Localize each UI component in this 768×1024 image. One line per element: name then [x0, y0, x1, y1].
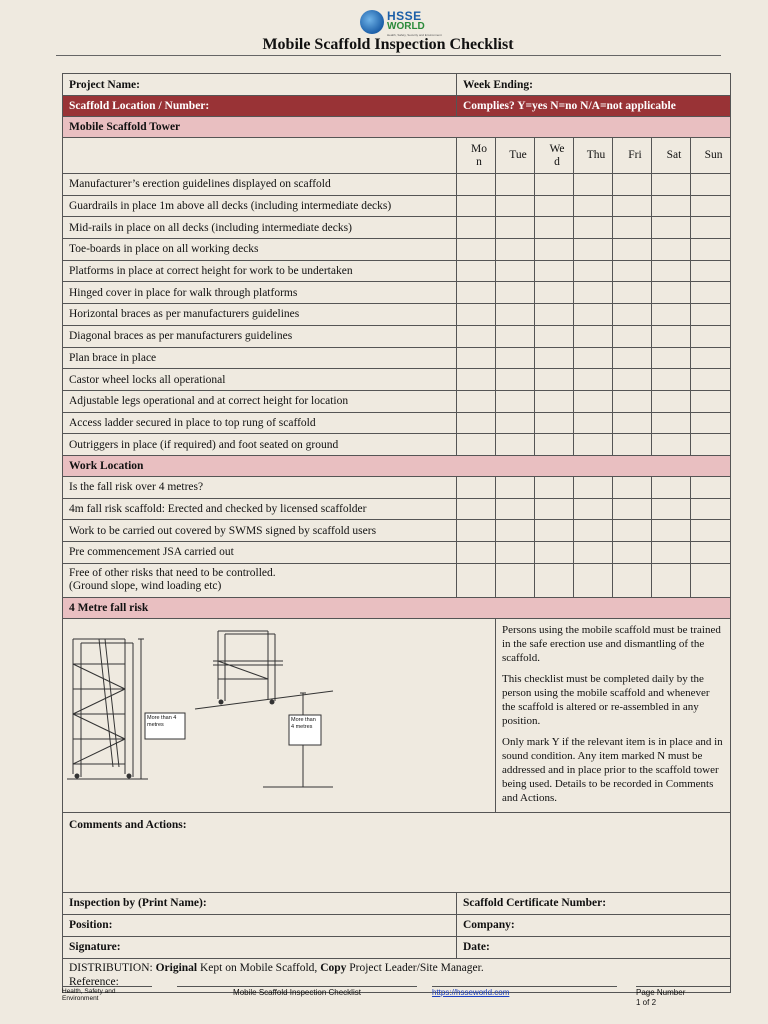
- check-cell[interactable]: [652, 498, 691, 520]
- checklist-row: [63, 542, 731, 564]
- check-cell[interactable]: [496, 476, 535, 498]
- scaffold-illustration: [63, 618, 496, 812]
- check-cell[interactable]: [535, 347, 574, 369]
- check-cell[interactable]: [457, 347, 496, 369]
- check-cell[interactable]: [457, 260, 496, 282]
- logo-line2: WORLD: [387, 21, 425, 32]
- checklist-row: [63, 282, 731, 304]
- check-cell[interactable]: [613, 239, 652, 261]
- check-cell[interactable]: [535, 217, 574, 239]
- day-header-blank: [63, 138, 457, 174]
- check-cell[interactable]: [613, 476, 652, 498]
- check-cell[interactable]: [457, 390, 496, 412]
- week-ending-field[interactable]: Week Ending:: [457, 74, 731, 96]
- check-cell[interactable]: [652, 434, 691, 456]
- check-cell[interactable]: [652, 260, 691, 282]
- company-field[interactable]: Company:: [457, 914, 731, 936]
- check-cell[interactable]: [496, 239, 535, 261]
- check-cell[interactable]: [652, 520, 691, 542]
- check-cell[interactable]: [496, 563, 535, 597]
- checklist-row: [63, 174, 731, 196]
- checklist-row: [63, 412, 731, 434]
- check-cell[interactable]: [652, 304, 691, 326]
- checklist-item-label: Mid-rails in place on all decks (including intermediate decks): [63, 217, 457, 239]
- day-header: Fri: [613, 138, 652, 174]
- checklist-item-label: Horizontal braces as per manufacturers guidelines: [63, 304, 457, 326]
- checklist-item-label: Access ladder secured in place to top rung of scaffold: [63, 412, 457, 434]
- checklist-row: [63, 369, 731, 391]
- footer-url-link[interactable]: https://hsseworld.com: [432, 988, 510, 997]
- check-cell[interactable]: [691, 520, 731, 542]
- position-field[interactable]: Position:: [63, 914, 457, 936]
- section-4-metre-fall-risk: 4 Metre fall risk: [63, 597, 731, 618]
- distribution-copy: Copy: [320, 962, 347, 975]
- checklist-row: [63, 304, 731, 326]
- check-cell[interactable]: [613, 174, 652, 196]
- check-cell[interactable]: [496, 282, 535, 304]
- logo-tagline: Health, Safety, Security and Environment: [387, 33, 442, 37]
- check-cell[interactable]: [613, 260, 652, 282]
- day-header: Sun: [691, 138, 731, 174]
- check-cell[interactable]: [691, 563, 731, 597]
- checklist-item-label: Is the fall risk over 4 metres?: [63, 476, 457, 498]
- checklist-table: [62, 73, 731, 993]
- check-cell[interactable]: [535, 476, 574, 498]
- other-risks-line2: (Ground slope, wind loading etc): [69, 580, 222, 593]
- check-cell[interactable]: [535, 174, 574, 196]
- checklist-row-other-risks: [63, 563, 731, 597]
- check-cell[interactable]: [652, 325, 691, 347]
- check-cell[interactable]: [691, 304, 731, 326]
- distribution-suffix: Project Leader/Site Manager.: [346, 962, 484, 975]
- check-cell[interactable]: [652, 174, 691, 196]
- check-cell[interactable]: [574, 347, 613, 369]
- check-cell[interactable]: [691, 498, 731, 520]
- checklist-item-label: Pre commencement JSA carried out: [63, 542, 457, 564]
- day-header-row: [63, 138, 731, 174]
- check-cell[interactable]: [457, 174, 496, 196]
- checklist-item-label: Manufacturer’s erection guidelines displayed on scaffold: [63, 174, 457, 196]
- check-cell[interactable]: [457, 239, 496, 261]
- check-cell[interactable]: [457, 412, 496, 434]
- check-cell[interactable]: [496, 542, 535, 564]
- check-cell[interactable]: [496, 174, 535, 196]
- distribution-prefix: DISTRIBUTION:: [69, 962, 156, 975]
- project-name-field[interactable]: Project Name:: [63, 74, 457, 96]
- check-cell[interactable]: [496, 304, 535, 326]
- instruction-1: Persons using the mobile scaffold must be trained in the safe erection use and dismantling of the scaffold.: [502, 623, 721, 664]
- check-cell[interactable]: [691, 239, 731, 261]
- check-cell[interactable]: [652, 239, 691, 261]
- check-cell[interactable]: [574, 520, 613, 542]
- checklist-item-label: Work to be carried out covered by SWMS signed by scaffold users: [63, 520, 457, 542]
- check-cell[interactable]: [691, 390, 731, 412]
- check-cell[interactable]: [613, 304, 652, 326]
- check-cell[interactable]: [613, 369, 652, 391]
- day-header: We d: [535, 138, 574, 174]
- complies-legend: Complies? Y=yes N=no N/A=not applicable: [457, 96, 731, 117]
- date-field[interactable]: Date:: [457, 936, 731, 958]
- check-cell[interactable]: [691, 369, 731, 391]
- check-cell[interactable]: [574, 476, 613, 498]
- checklist-item-label: Adjustable legs operational and at correct height for location: [63, 390, 457, 412]
- check-cell[interactable]: [574, 217, 613, 239]
- check-cell[interactable]: [652, 282, 691, 304]
- check-cell[interactable]: [535, 369, 574, 391]
- check-cell[interactable]: [535, 282, 574, 304]
- check-cell[interactable]: [496, 520, 535, 542]
- check-cell[interactable]: [535, 412, 574, 434]
- footer-url-wrap: [432, 986, 617, 997]
- checklist-row: [63, 239, 731, 261]
- check-cell[interactable]: [691, 174, 731, 196]
- check-cell[interactable]: [535, 260, 574, 282]
- section-mobile-scaffold-tower: Mobile Scaffold Tower: [63, 117, 731, 138]
- height-label-1: More than 4 metres: [147, 714, 177, 728]
- check-cell[interactable]: [613, 498, 652, 520]
- footer-page-value: 1 of 2: [636, 998, 657, 1007]
- other-risks-line1: Free of other risks that need to be controlled.: [69, 567, 276, 580]
- height-label-2: More than 4 metres: [291, 716, 316, 730]
- check-cell[interactable]: [496, 390, 535, 412]
- checklist-item-label: Plan brace in place: [63, 347, 457, 369]
- check-cell[interactable]: [457, 563, 496, 597]
- check-cell[interactable]: [613, 434, 652, 456]
- check-cell[interactable]: [535, 520, 574, 542]
- check-cell[interactable]: [652, 563, 691, 597]
- check-cell[interactable]: [574, 282, 613, 304]
- check-cell[interactable]: [457, 498, 496, 520]
- distribution-original: Original: [155, 962, 198, 975]
- check-cell[interactable]: [691, 542, 731, 564]
- footer-org: [62, 986, 152, 1002]
- check-cell[interactable]: [613, 563, 652, 597]
- checklist-row: [63, 434, 731, 456]
- check-cell[interactable]: [574, 304, 613, 326]
- checklist-item-label: Castor wheel locks all operational: [63, 369, 457, 391]
- check-cell[interactable]: [574, 174, 613, 196]
- scaffold-diagram-icon: [63, 619, 336, 791]
- check-cell[interactable]: [691, 195, 731, 217]
- check-cell[interactable]: [535, 325, 574, 347]
- check-cell[interactable]: [652, 542, 691, 564]
- check-cell[interactable]: [457, 434, 496, 456]
- checklist-item-label: Guardrails in place 1m above all decks (including intermediate decks): [63, 195, 457, 217]
- day-header: Thu: [574, 138, 613, 174]
- check-cell[interactable]: [574, 563, 613, 597]
- footer-org-line1: Health, Safety and: [62, 988, 116, 995]
- check-cell[interactable]: [535, 498, 574, 520]
- checklist-row: [63, 476, 731, 498]
- check-cell[interactable]: [457, 304, 496, 326]
- check-cell[interactable]: [535, 304, 574, 326]
- checklist-item-label: 4m fall risk scaffold: Erected and checked by licensed scaffolder: [63, 498, 457, 520]
- check-cell[interactable]: [574, 260, 613, 282]
- checklist-row: [63, 498, 731, 520]
- page-title: Mobile Scaffold Inspection Checklist: [262, 36, 514, 53]
- check-cell[interactable]: [652, 195, 691, 217]
- check-cell[interactable]: [535, 563, 574, 597]
- logo-line1: HSSE: [387, 9, 422, 23]
- check-cell[interactable]: [613, 195, 652, 217]
- day-header: Sat: [652, 138, 691, 174]
- check-cell[interactable]: [613, 412, 652, 434]
- check-cell[interactable]: [652, 217, 691, 239]
- check-cell[interactable]: [535, 239, 574, 261]
- check-cell[interactable]: [457, 520, 496, 542]
- check-cell[interactable]: [496, 347, 535, 369]
- section-work-location: Work Location: [63, 455, 731, 476]
- scaffold-location-label: Scaffold Location / Number:: [63, 96, 457, 117]
- comments-and-actions-field[interactable]: Comments and Actions:: [63, 812, 731, 892]
- check-cell[interactable]: [574, 390, 613, 412]
- check-cell[interactable]: [691, 282, 731, 304]
- check-cell[interactable]: [613, 542, 652, 564]
- check-cell[interactable]: [535, 390, 574, 412]
- check-cell[interactable]: [535, 434, 574, 456]
- footer-doc-title: Mobile Scaffold Inspection Checklist: [177, 986, 417, 997]
- check-cell[interactable]: [457, 369, 496, 391]
- check-cell[interactable]: [652, 347, 691, 369]
- checklist-item-label: Platforms in place at correct height for work to be undertaken: [63, 260, 457, 282]
- check-cell[interactable]: [457, 195, 496, 217]
- checklist-item-label: Toe-boards in place on all working decks: [63, 239, 457, 261]
- check-cell[interactable]: [613, 520, 652, 542]
- hsse-world-logo: [360, 8, 442, 38]
- check-cell[interactable]: [457, 282, 496, 304]
- check-cell[interactable]: [496, 412, 535, 434]
- check-cell[interactable]: [457, 217, 496, 239]
- check-cell[interactable]: [574, 434, 613, 456]
- checklist-row: [63, 217, 731, 239]
- check-cell[interactable]: [613, 325, 652, 347]
- check-cell[interactable]: [574, 195, 613, 217]
- day-header: Tue: [496, 138, 535, 174]
- instructions: [496, 618, 731, 812]
- check-cell[interactable]: [574, 412, 613, 434]
- check-cell[interactable]: [457, 542, 496, 564]
- checklist-row: [63, 325, 731, 347]
- checklist-item-label: Hinged cover in place for walk through platforms: [63, 282, 457, 304]
- checklist-row: [63, 390, 731, 412]
- check-cell[interactable]: [535, 195, 574, 217]
- instruction-2: This checklist must be completed daily by the person using the mobile scaffold and whenever the scaffold is altered or re-assembled in any position.: [502, 672, 710, 727]
- check-cell[interactable]: [496, 217, 535, 239]
- check-cell[interactable]: [652, 369, 691, 391]
- check-cell[interactable]: [613, 347, 652, 369]
- page-footer: [62, 982, 730, 1012]
- check-cell[interactable]: [496, 434, 535, 456]
- inspection-by-field[interactable]: Inspection by (Print Name):: [63, 892, 457, 914]
- checklist-item-label: Diagonal braces as per manufacturers guidelines: [63, 325, 457, 347]
- globe-icon: [360, 10, 384, 34]
- check-cell[interactable]: [535, 542, 574, 564]
- check-cell[interactable]: [691, 412, 731, 434]
- footer-org-line2: Environment: [62, 995, 99, 1002]
- checklist-row: [63, 195, 731, 217]
- signature-field[interactable]: Signature:: [63, 936, 457, 958]
- check-cell[interactable]: [496, 498, 535, 520]
- check-cell[interactable]: [652, 390, 691, 412]
- title-divider: [56, 55, 721, 56]
- check-cell[interactable]: [613, 390, 652, 412]
- checklist-row: [63, 520, 731, 542]
- check-cell[interactable]: [496, 260, 535, 282]
- check-cell[interactable]: [457, 325, 496, 347]
- check-cell[interactable]: [457, 476, 496, 498]
- checklist-item-label: Outriggers in place (if required) and foot seated on ground: [63, 434, 457, 456]
- check-cell[interactable]: [652, 412, 691, 434]
- distribution-mid: Kept on Mobile Scaffold,: [197, 962, 321, 975]
- check-cell[interactable]: [691, 260, 731, 282]
- checklist-row: [63, 260, 731, 282]
- other-risks-label: [63, 563, 457, 597]
- check-cell[interactable]: [574, 542, 613, 564]
- check-cell[interactable]: [691, 476, 731, 498]
- check-cell[interactable]: [574, 325, 613, 347]
- footer-page-number: [636, 986, 730, 1008]
- day-header: Mo n: [457, 138, 496, 174]
- certificate-number-field[interactable]: Scaffold Certificate Number:: [457, 892, 731, 914]
- check-cell[interactable]: [613, 282, 652, 304]
- check-cell[interactable]: [496, 195, 535, 217]
- check-cell[interactable]: [691, 217, 731, 239]
- check-cell[interactable]: [691, 325, 731, 347]
- check-cell[interactable]: [574, 239, 613, 261]
- check-cell[interactable]: [613, 217, 652, 239]
- check-cell[interactable]: [574, 369, 613, 391]
- check-cell[interactable]: [496, 369, 535, 391]
- instruction-3: Only mark Y if the relevant item is in place and in sound condition. Any item marked N must be addressed and in place prior to the scaffold tower being used. Details to be recorded in Comments and Actions.: [502, 735, 723, 804]
- check-cell[interactable]: [691, 347, 731, 369]
- check-cell[interactable]: [574, 498, 613, 520]
- check-cell[interactable]: [691, 434, 731, 456]
- reference-field[interactable]: Reference:: [69, 976, 119, 989]
- footer-page-label: Page Number: [636, 988, 686, 997]
- check-cell[interactable]: [496, 325, 535, 347]
- checklist-row: [63, 347, 731, 369]
- check-cell[interactable]: [652, 476, 691, 498]
